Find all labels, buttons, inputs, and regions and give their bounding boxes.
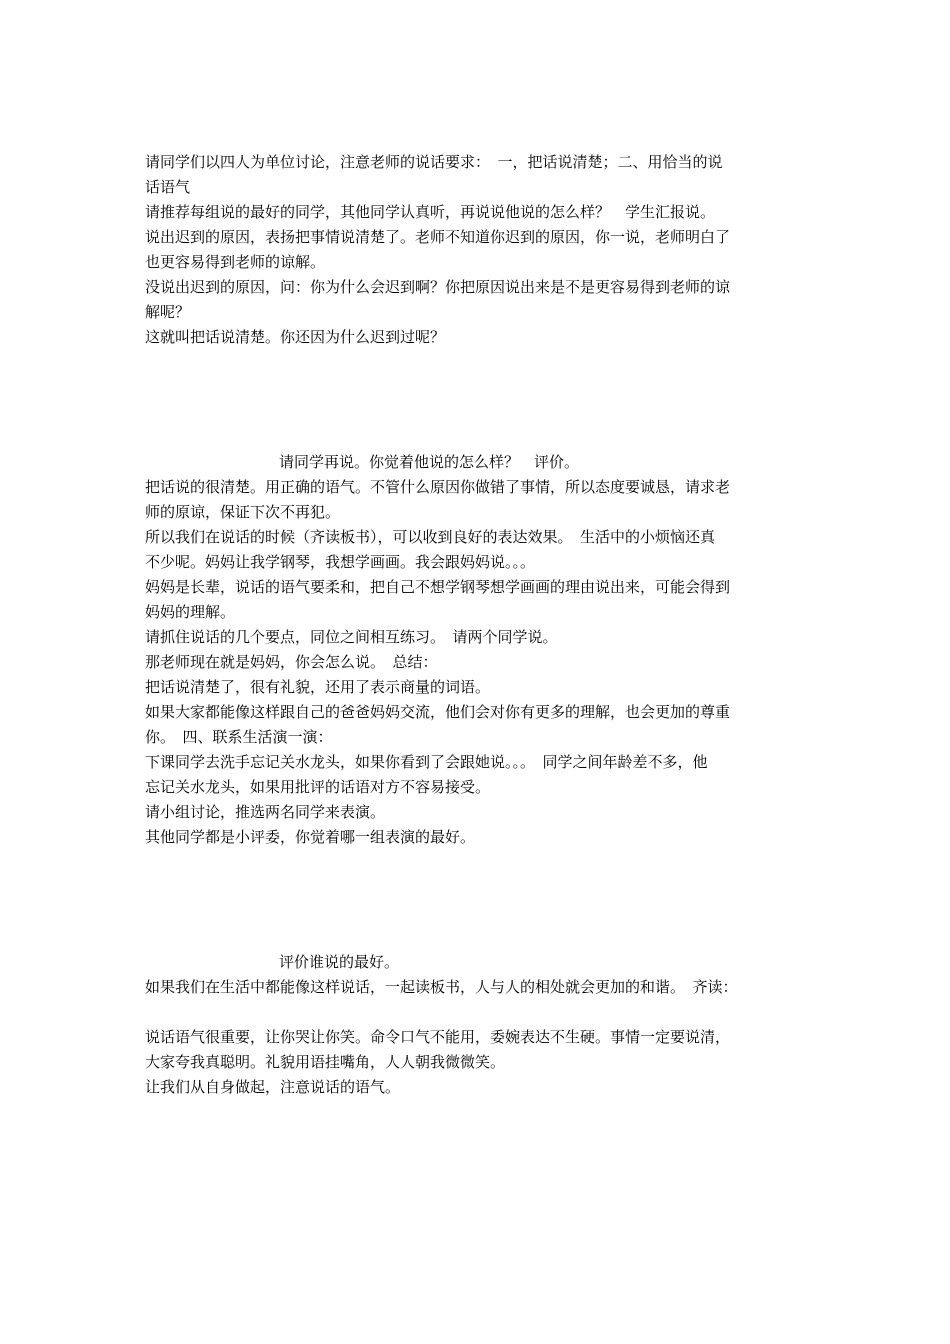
text-line: 解呢？ — [145, 303, 191, 321]
text-line: 这就叫把话说清楚。你还因为什么迟到过呢？ — [145, 328, 446, 346]
text-line: 把话说清楚了，很有礼貌，还用了表示商量的词语。 — [145, 678, 491, 696]
text-line: 下课同学去洗手忘记关水龙头，如果你看到了会跟她说。。。 同学之间年龄差不多，他 — [145, 753, 708, 771]
text-line: 妈妈的理解。 — [145, 603, 236, 621]
text-line: 如果我们在生活中都能像这样说话，一起读板书，人与人的相处就会更加的和谐。 齐读： — [145, 978, 738, 996]
text-line: 请抓住说话的几个要点，同位之间相互练习。 请两个同学说。 — [145, 628, 558, 646]
text-line: 忘记关水龙头，如果用批评的话语对方不容易接受。 — [145, 778, 491, 796]
text-line: 请同学们以四人为单位讨论，注意老师的说话要求： 一，把话说清楚；二、用恰当的说 — [145, 153, 723, 171]
text-line: 所以我们在说话的时候（齐读板书），可以收到良好的表达效果。 生活中的小烦恼还真 — [145, 528, 716, 546]
text-line: 那老师现在就是妈妈，你会怎么说。 总结： — [145, 653, 438, 671]
text-line: 没说出迟到的原因，问：你为什么会迟到啊？你把原因说出来是不是更容易得到老师的谅 — [145, 278, 731, 296]
text-line: 不少呢。妈妈让我学钢琴，我想学画画。我会跟妈妈说。。。 — [145, 553, 536, 571]
text-line: 其他同学都是小评委，你觉着哪一组表演的最好。 — [145, 828, 476, 846]
text-line: 妈妈是长辈，说话的语气要柔和，把自己不想学钢琴想学画画的理由说出来，可能会得到 — [145, 578, 731, 596]
text-line: 也更容易得到老师的谅解。 — [145, 253, 326, 271]
text-line: 话语气 — [145, 178, 191, 196]
text-line: 请小组讨论，推选两名同学来表演。 — [145, 803, 386, 821]
text-line: 如果大家都能像这样跟自己的爸爸妈妈交流，他们会对你有更多的理解，也会更加的尊重 — [145, 703, 731, 721]
text-line: 你。 四、联系生活演一演： — [145, 728, 333, 746]
text-line: 大家夸我真聪明。礼貌用语挂嘴角，人人朝我微微笑。 — [145, 1053, 506, 1071]
text-line: 说出迟到的原因，表扬把事情说清楚了。老师不知道你迟到的原因，你一说，老师明白了 — [145, 228, 731, 246]
text-line: 师的原谅，保证下次不再犯。 — [145, 503, 341, 521]
text-line: 让我们从自身做起，注意说话的语气。 — [145, 1078, 401, 1096]
section-heading: 请同学再说。你觉着他说的怎么样？ 评价。 — [279, 453, 580, 471]
text-line: 说话语气很重要，让你哭让你笑。命令口气不能用，委婉表达不生硬。事情一定要说清， — [145, 1028, 731, 1046]
text-line: 把话说的很清楚。用正确的语气。不管什么原因你做错了事情，所以态度要诚恳，请求老 — [145, 478, 731, 496]
section-heading: 评价谁说的最好。 — [279, 953, 400, 971]
text-line: 请推荐每组说的最好的同学，其他同学认真听，再说说他说的怎么样？ 学生汇报说。 — [145, 203, 716, 221]
